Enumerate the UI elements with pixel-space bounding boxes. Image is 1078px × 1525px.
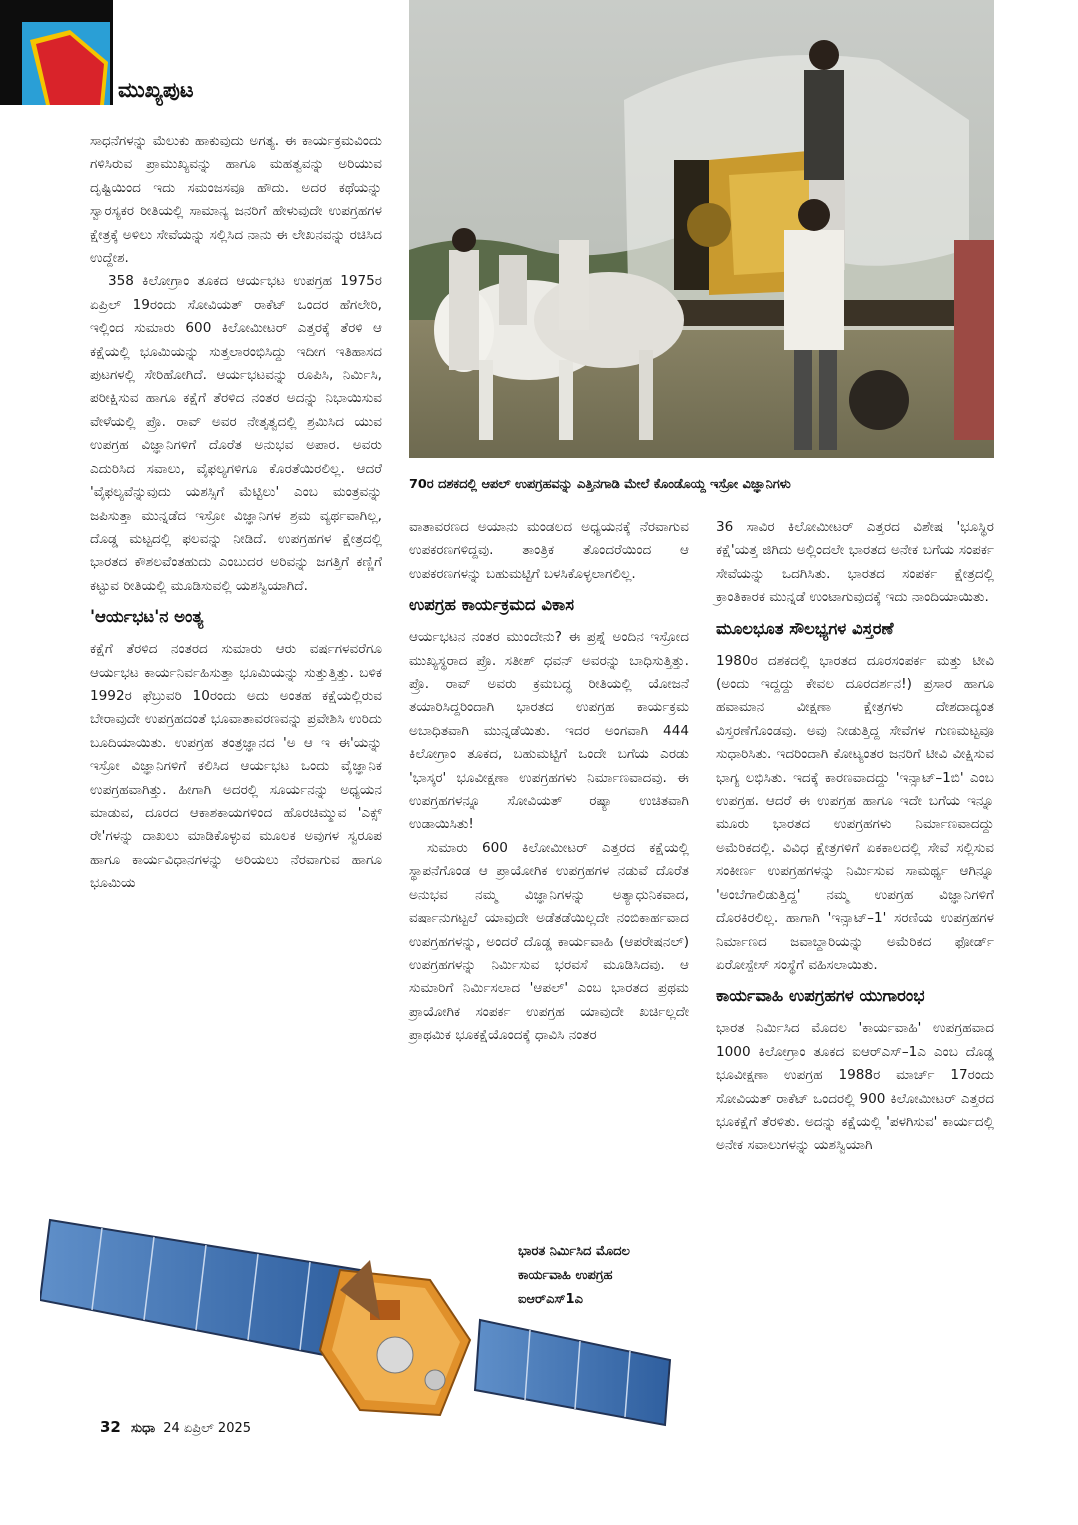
column-1 [90,130,382,896]
col3-para-1: 36 ಸಾವಿರ ಕಿಲೋಮೀಟರ್ ಎತ್ತರದ ವಿಶೇಷ 'ಭೂಸ್ಥಿರ ಕಕ್ಷೆ'ಯತ್ತ ಜಿಗಿದು ಅಲ್ಲಿಂದಲೇ ಭಾರತದ ಅನೇಕ ಬಗೆಯ ಸಂಪರ್ಕ ಸೇವೆಯನ್ನು ಒದಗಿಸಿತು. ಭಾರತದ ಸಂಪರ್ಕ ಕ್ಷೇತ್ರದಲ್ಲಿ ಕ್ರಾಂತಿಕಾರಕ ಮುನ್ನಡೆ ಉಂಟಾಗುವುದಕ್ಕೆ ಇದು ನಾಂದಿಯಾಯಿತು. [716,519,994,606]
magazine-name: ಸುಧಾ [131,1421,156,1436]
page-footer [100,1418,251,1436]
bullock-cart-photo [409,0,994,458]
section-label: ಮುಖ್ಯಪುಟ [118,78,194,102]
col1-para-1: ಸಾಧನೆಗಳನ್ನು ಮೆಲುಕು ಹಾಕುವುದು ಅಗತ್ಯ. ಈ ಕಾರ್ಯಕ್ರಮವಿಂದು ಗಳಿಸಿರುವ ಪ್ರಾಮುಖ್ಯವನ್ನು ಹಾಗೂ ಮಹತ್ವವನ್ನು ಅರಿಯುವ ದೃಷ್ಟಿಯಿಂದ ಇದು ಸಮಂಜಸವೂ ಹೌದು. ಅದರ ಕಥೆಯನ್ನು ಸ್ವಾರಸ್ಯಕರ ರೀತಿಯಲ್ಲಿ ಸಾಮಾನ್ಯ ಜನರಿಗೆ ಹೇಳುವುದೇ ಉಪಗ್ರಹಗಳ ಕ್ಷೇತ್ರಕ್ಕೆ ಅಳಿಲು ಸೇವೆಯನ್ನು ಸಲ್ಲಿಸಿದ ನಾನು ಈ ಲೇಖನವನ್ನು ರಚಿಸಿದ ಉದ್ದೇಶ. [90,133,382,267]
magazine-logo [0,0,113,105]
col3-heading-2: ಕಾರ್ಯವಾಹಿ ಉಪಗ್ರಹಗಳ ಯುಗಾರಂಭ [716,986,925,1006]
col3-heading-1: ಮೂಲಭೂತ ಸೌಲಭ್ಯಗಳ ವಿಸ್ತರಣೆ [716,618,894,638]
col3-para-2: 1980ರ ದಶಕದಲ್ಲಿ ಭಾರತದ ದೂರಸಂಪರ್ಕ ಮತ್ತು ಟೀವಿ (ಅಂದು ಇದ್ದದ್ದು ಕೇವಲ ದೂರದರ್ಶನ!) ಪ್ರಸಾರ ಹಾಗೂ ಹವಾಮಾನ ವೀಕ್ಷಣಾ ಕ್ಷೇತ್ರಗಳು ದೇಶದಾದ್ಯಂತ ವಿಸ್ತರಣೆಗೊಂಡವು. ಅವು ನೀಡುತ್ತಿದ್ದ ಸೇವೆಗಳ ಗುಣಮಟ್ಟವೂ ಸುಧಾರಿಸಿತು. ಇದರಿಂದಾಗಿ ಕೋಟ್ಯಂತರ ಜನರಿಗೆ ಟೀವಿ ವೀಕ್ಷಿಸುವ ಭಾಗ್ಯ ಲಭಿಸಿತು. ಇದಕ್ಕೆ ಕಾರಣವಾದದ್ದು 'ಇನ್ಸಾಟ್–1ಬಿ' ಎಂಬ ಉಪಗ್ರಹ. ಆದರೆ ಈ ಉಪಗ್ರಹ ಹಾಗೂ ಇದೇ ಬಗೆಯ ಇನ್ನೂ ಮೂರು ಭಾರತದ ಉಪಗ್ರಹಗಳು ನಿರ್ಮಾಣವಾದದ್ದು ಅಮೆರಿಕದಲ್ಲಿ. ವಿವಿಧ ಕ್ಷೇತ್ರಗಳಿಗೆ ಏಕಕಾಲದಲ್ಲಿ ಸೇವೆ ಸಲ್ಲಿಸುವ ಸಂಕೀರ್ಣ ಉಪಗ್ರಹಗಳನ್ನು ನಿರ್ಮಿಸುವ ಸಾಮರ್ಥ್ಯ ಆಗಿನ್ನೂ 'ಅಂಬೆಗಾಲಿಡುತ್ತಿದ್ದ' ನಮ್ಮ ಉಪಗ್ರಹ ವಿಜ್ಞಾನಿಗಳಿಗೆ ದೊರಕಿರಲಿಲ್ಲ. ಹಾಗಾಗಿ 'ಇನ್ಸಾಟ್–1' ಸರಣಿಯ ಉಪಗ್ರಹಗಳ ನಿರ್ಮಾಣದ ಜವಾಬ್ದಾರಿಯನ್ನು ಅಮೆರಿಕದ ಫೋರ್ಡ್ ಏರೋಸ್ಪೇಸ್ ಸಂಸ್ಥೆಗೆ ವಹಿಸಲಾಯಿತು. [716,652,994,973]
page-number: 32 [100,1418,121,1436]
satellite-caption-line-1: ಭಾರತ ನಿರ್ಮಿಸಿದ ಮೊದಲ [518,1244,630,1259]
col3-para-3: ಭಾರತ ನಿರ್ಮಿಸಿದ ಮೊದಲ 'ಕಾರ್ಯವಾಹಿ' ಉಪಗ್ರಹವಾದ 1000 ಕಿಲೋಗ್ರಾಂ ತೂಕದ ಐಆರ್‌ಎಸ್–1ಎ ಎಂಬ ದೊಡ್ಡ ಭೂವೀಕ್ಷಣಾ ಉಪಗ್ರಹ 1988ರ ಮಾರ್ಚ್ 17ರಂದು ಸೋವಿಯತ್ ರಾಕೆಟ್ ಒಂದರಲ್ಲಿ 900 ಕಿಲೋಮೀಟರ್ ಎತ್ತರದ ಭೂಕಕ್ಷೆಗೆ ತೆರಳಿತು. ಅದನ್ನು ಕಕ್ಷೆಯಲ್ಲಿ 'ಪಳಗಿಸುವ' ಕಾರ್ಯದಲ್ಲಿ ಅನೇಕ ಸವಾಲುಗಳನ್ನು ಯಶಸ್ವಿಯಾಗಿ [716,1020,994,1154]
col1-para-2: 358 ಕಿಲೋಗ್ರಾಂ ತೂಕದ ಆರ್ಯಭಟ ಉಪಗ್ರಹ 1975ರ ಏಪ್ರಿಲ್ 19ರಂದು ಸೋವಿಯತ್ ರಾಕೆಟ್ ಒಂದರ ಹೆಗಲೇರಿ, ಇಲ್ಲಿಂದ ಸುಮಾರು 600 ಕಿಲೋಮೀಟರ್ ಎತ್ತರಕ್ಕೆ ತೆರಳಿ ಆ ಕಕ್ಷೆಯಲ್ಲಿ ಭೂಮಿಯನ್ನು ಸುತ್ತಲಾರಂಭಿಸಿದ್ದು ಇದೀಗ ಇತಿಹಾಸದ ಪುಟಗಳಲ್ಲಿ ಸೇರಿಹೋಗಿದೆ. ಆರ್ಯಭಟವನ್ನು ರೂಪಿಸಿ, ನಿರ್ಮಿಸಿ, ಪರೀಕ್ಷಿಸುವ ಹಾಗೂ ಕಕ್ಷೆಗೆ ತೆರಳಿದ ನಂತರ ಅದನ್ನು ನಿಭಾಯಿಸುವ ವೇಳೆಯಲ್ಲಿ ಪ್ರೊ. ರಾವ್ ಅವರ ನೇತೃತ್ವದಲ್ಲಿ ಶ್ರಮಿಸಿದ ಯುವ ಉಪಗ್ರಹ ವಿಜ್ಞಾನಿಗಳಿಗೆ ದೊರೆತ ಅನುಭವ ಅಪಾರ. ಅವರು ಎದುರಿಸಿದ ಸವಾಲು, ವೈಫಲ್ಯಗಳಿಗೂ ಕೊರತೆಯಿರಲಿಲ್ಲ. ಆದರೆ 'ವೈಫಲ್ಯವೆನ್ನುವುದು ಯಶಸ್ಸಿಗೆ ಮೆಟ್ಟಿಲು' ಎಂಬ ಮಂತ್ರವನ್ನು ಜಪಿಸುತ್ತಾ ಮುನ್ನಡೆದ ಇಸ್ರೋ ವಿಜ್ಞಾನಿಗಳ ಶ್ರಮ ವ್ಯರ್ಥವಾಗಿಲ್ಲ, ದೊಡ್ಡ ಮಟ್ಟದಲ್ಲಿ ಫಲವನ್ನು ನೀಡಿದೆ. ಉಪಗ್ರಹಗಳ ಕ್ಷೇತ್ರದಲ್ಲಿ ಭಾರತದ ಕೌಶಲವೆಂತಹುದು ಎಂಬುದರ ಅರಿವನ್ನು ಜಗತ್ತಿಗೆ ಕಣ್ಣಿಗೆ ಕಟ್ಟುವ ರೀತಿಯಲ್ಲಿ ಮೂಡಿಸುವಲ್ಲಿ ಯಶಸ್ವಿಯಾಗಿದೆ. [90,273,382,594]
col2-heading: ಉಪಗ್ರಹ ಕಾರ್ಯಕ್ರಮದ ವಿಕಾಸ [409,595,574,615]
col2-para-3: ಸುಮಾರು 600 ಕಿಲೋಮೀಟರ್ ಎತ್ತರದ ಕಕ್ಷೆಯಲ್ಲಿ ಸ್ಥಾಪನೆಗೊಂಡ ಆ ಪ್ರಾಯೋಗಿಕ ಉಪಗ್ರಹಗಳ ನಡುವೆ ದೊರೆತ ಅನುಭವ ನಮ್ಮ ವಿಜ್ಞಾನಿಗಳನ್ನು ಅತ್ಯಾಧುನಿಕವಾದ, ವರ್ಷಾನುಗಟ್ಟಲೆ ಯಾವುದೇ ಅಡೆತಡೆಯಿಲ್ಲದೇ ನಂಬಿಕಾರ್ಹವಾದ ಉಪಗ್ರಹಗಳನ್ನು, ಅಂದರೆ ದೊಡ್ಡ ಕಾರ್ಯವಾಹಿ (ಆಪರೇಷನಲ್) ಉಪಗ್ರಹಗಳನ್ನು ನಿರ್ಮಿಸುವ ಭರವಸೆ ಮೂಡಿಸಿದವು. ಆ ಸುಮಾರಿಗೆ ನಿರ್ಮಿಸಲಾದ 'ಆಪಲ್' ಎಂಬ ಭಾರತದ ಪ್ರಥಮ ಪ್ರಾಯೋಗಿಕ ಸಂಪರ್ಕ ಉಪಗ್ರಹ ಯಾವುದೇ ಖರ್ಚಿಲ್ಲದೇ ಪ್ರಾಥಮಿಕ ಭೂಕಕ್ಷೆಯೊಂದಕ್ಕೆ ಧಾವಿಸಿ ನಂತರ [409,839,689,1044]
satellite-caption [518,1240,630,1312]
col2-para-1: ವಾತಾವರಣದ ಅಯಾನು ಮಂಡಲದ ಅಧ್ಯಯನಕ್ಕೆ ನೆರವಾಗುವ ಉಪಕರಣಗಳಿದ್ದವು. ತಾಂತ್ರಿಕ ತೊಂದರೆಯಿಂದ ಆ ಉಪಕರಣಗಳನ್ನು ಬಹುಮಟ್ಟಿಗೆ ಬಳಸಿಕೊಳ್ಳಲಾಗಲಿಲ್ಲ. [409,519,689,582]
satellite-caption-line-2: ಕಾರ್ಯವಾಹಿ ಉಪಗ್ರಹ [518,1268,613,1283]
col2-para-2: ಆರ್ಯಭಟನ ನಂತರ ಮುಂದೇನು? ಈ ಪ್ರಶ್ನೆ ಅಂದಿನ ಇಸ್ರೋದ ಮುಖ್ಯಸ್ಥರಾದ ಪ್ರೊ. ಸತೀಶ್ ಧವನ್ ಅವರನ್ನು ಬಾಧಿಸುತ್ತಿತ್ತು. ಪ್ರೊ. ರಾವ್ ಅವರು ಕ್ರಮಬದ್ಧ ರೀತಿಯಲ್ಲಿ ಯೋಜನೆ ತಯಾರಿಸಿದ್ದರಿಂದಾಗಿ ಭಾರತದ ಉಪಗ್ರಹ ಕಾರ್ಯಕ್ರಮ ಅಬಾಧಿತವಾಗಿ ಮುನ್ನಡೆಯಿತು. ಇದರ ಅಂಗವಾಗಿ 444 ಕಿಲೋಗ್ರಾಂ ತೂಕದ, ಬಹುಮಟ್ಟಿಗೆ ಒಂದೇ ಬಗೆಯ ಎರಡು 'ಭಾಸ್ಕರ' ಭೂವೀಕ್ಷಣಾ ಉಪಗ್ರಹಗಳು ನಿರ್ಮಾಣವಾದವು. ಈ ಉಪಗ್ರಹಗಳನ್ನೂ ಸೋವಿಯತ್ ರಷ್ಯಾ ಉಚಿತವಾಗಿ ಉಡಾಯಿಸಿತು! [409,629,689,833]
column-2 [409,516,689,1048]
issue-date: 24 ಏಪ್ರಿಲ್ 2025 [163,1421,252,1436]
col1-para-3: ಕಕ್ಷೆಗೆ ತೆರಳಿದ ನಂತರದ ಸುಮಾರು ಆರು ವರ್ಷಗಳವರೆಗೂ ಆರ್ಯಭಟ ಕಾರ್ಯನಿರ್ವಹಿಸುತ್ತಾ ಭೂಮಿಯನ್ನು ಸುತ್ತುತ್ತಿತ್ತು. ಬಳಿಕ 1992ರ ಫೆಬ್ರುವರಿ 10ರಂದು ಅದು ಅಂತಹ ಕಕ್ಷೆಯಲ್ಲಿರುವ ಬೇರಾವುದೇ ಉಪಗ್ರಹದಂತೆ ಭೂವಾತಾವರಣವನ್ನು ಪ್ರವೇಶಿಸಿ ಉರಿದು ಬೂದಿಯಾಯಿತು. ಉಪಗ್ರಹ ತಂತ್ರಜ್ಞಾನದ 'ಅ ಆ ಇ ಈ'ಯನ್ನು ಇಸ್ರೋ ವಿಜ್ಞಾನಿಗಳಿಗೆ ಕಲಿಸಿದ ಆರ್ಯಭಟ ಒಂದು ವೈಜ್ಞಾನಿಕ ಉಪಗ್ರಹವಾಗಿತ್ತು. ಹೀಗಾಗಿ ಅದರಲ್ಲಿ ಸೂರ್ಯನನ್ನು ಅಧ್ಯಯನ ಮಾಡುವ, ದೂರದ ಆಕಾಶಕಾಯಗಳಿಂದ ಹೊರಚಿಮ್ಮುವ 'ಎಕ್ಸ್ ರೇ'ಗಳನ್ನು ದಾಖಲು ಮಾಡಿಕೊಳ್ಳುವ ಮೂಲಕ ಅವುಗಳ ಸ್ವರೂಪ ಹಾಗೂ ಕಾರ್ಯವಿಧಾನಗಳನ್ನು ಅರಿಯಲು ನೆರವಾಗುವ ಹಾಗೂ ಭೂಮಿಯ [90,641,382,892]
column-3 [716,516,994,1158]
photo-caption: 70ರ ದಶಕದಲ್ಲಿ ಆಪಲ್ ಉಪಗ್ರಹವನ್ನು ಎತ್ತಿನಗಾಡಿ ಮೇಲೆ ಕೊಂಡೊಯ್ದ ಇಸ್ರೋ ವಿಜ್ಞಾನಿಗಳು [409,477,791,492]
col1-heading: 'ಆರ್ಯಭಟ'ನ ಅಂತ್ಯ [90,607,204,627]
satellite-caption-line-3: ಐಆರ್‌ಎಸ್1ಎ [518,1292,583,1307]
